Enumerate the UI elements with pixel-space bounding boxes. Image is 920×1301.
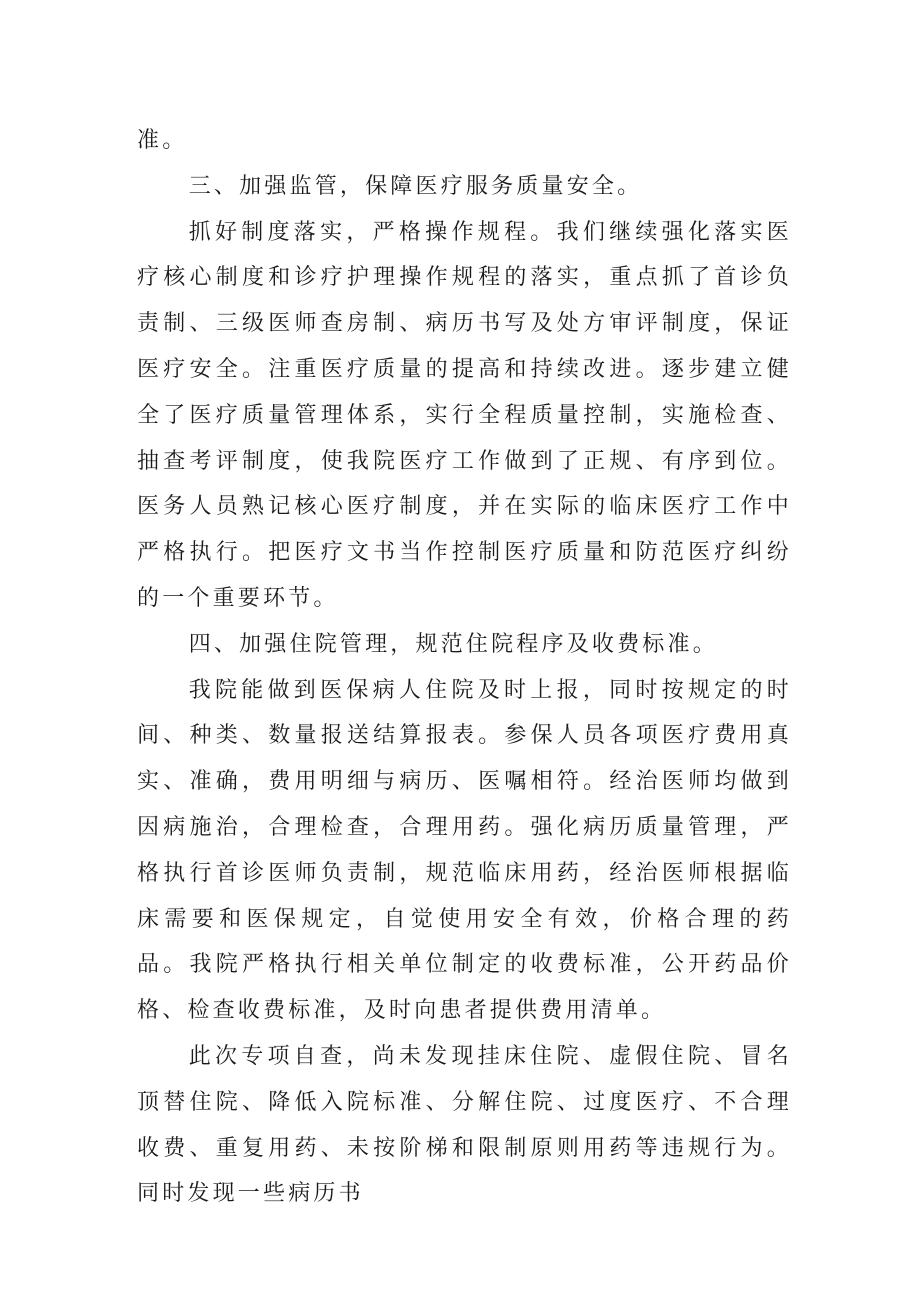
- paragraph-self-inspection: 此次专项自查，尚未发现挂床住院、虚假住院、冒名顶替住院、降低入院标准、分解住院、过度医疗、不合理收费、重复用药、未按阶梯和限制原则用药等违规行为。同时发现一些病历书: [137, 1043, 792, 1207]
- paragraph-inpatient-management: 我院能做到医保病人住院及时上报，同时按规定的时间、种类、数量报送结算报表。参保人员各项医疗费用真实、准确，费用明细与病历、医嘱相符。经治医师均做到因病施治，合理检查，合理用药。强化病历质量管理，严格执行首诊医师负责制，规范临床用药，经治医师根据临床需要和医保规定，自觉使用安全有效，价格合理的药品。我院严格执行相关单位制定的收费标准，公开药品价格、检查收费标准，及时向患者提供费用清单。: [137, 677, 792, 1024]
- paragraph-continuation: 准。: [137, 128, 188, 153]
- document-body: [137, 118, 792, 1217]
- section-heading-3: 三、加强监管，保障医疗服务质量安全。: [188, 173, 643, 199]
- section-heading-4: 四、加强住院管理，规范住院程序及收费标准。: [188, 631, 718, 657]
- paragraph-quality-control: 抓好制度落实，严格操作规程。我们继续强化落实医疗核心制度和诊疗护理操作规程的落实，重点抓了首诊负责制、三级医师查房制、病历书写及处方审评制度，保证医疗安全。注重医疗质量的提高和持续改进。逐步建立健全了医疗质量管理体系，实行全程质量控制，实施检查、抽查考评制度，使我院医疗工作做到了正规、有序到位。医务人员熟记核心医疗制度，并在实际的临床医疗工作中严格执行。把医疗文书当作控制医疗质量和防范医疗纠纷的一个重要环节。: [137, 219, 792, 611]
